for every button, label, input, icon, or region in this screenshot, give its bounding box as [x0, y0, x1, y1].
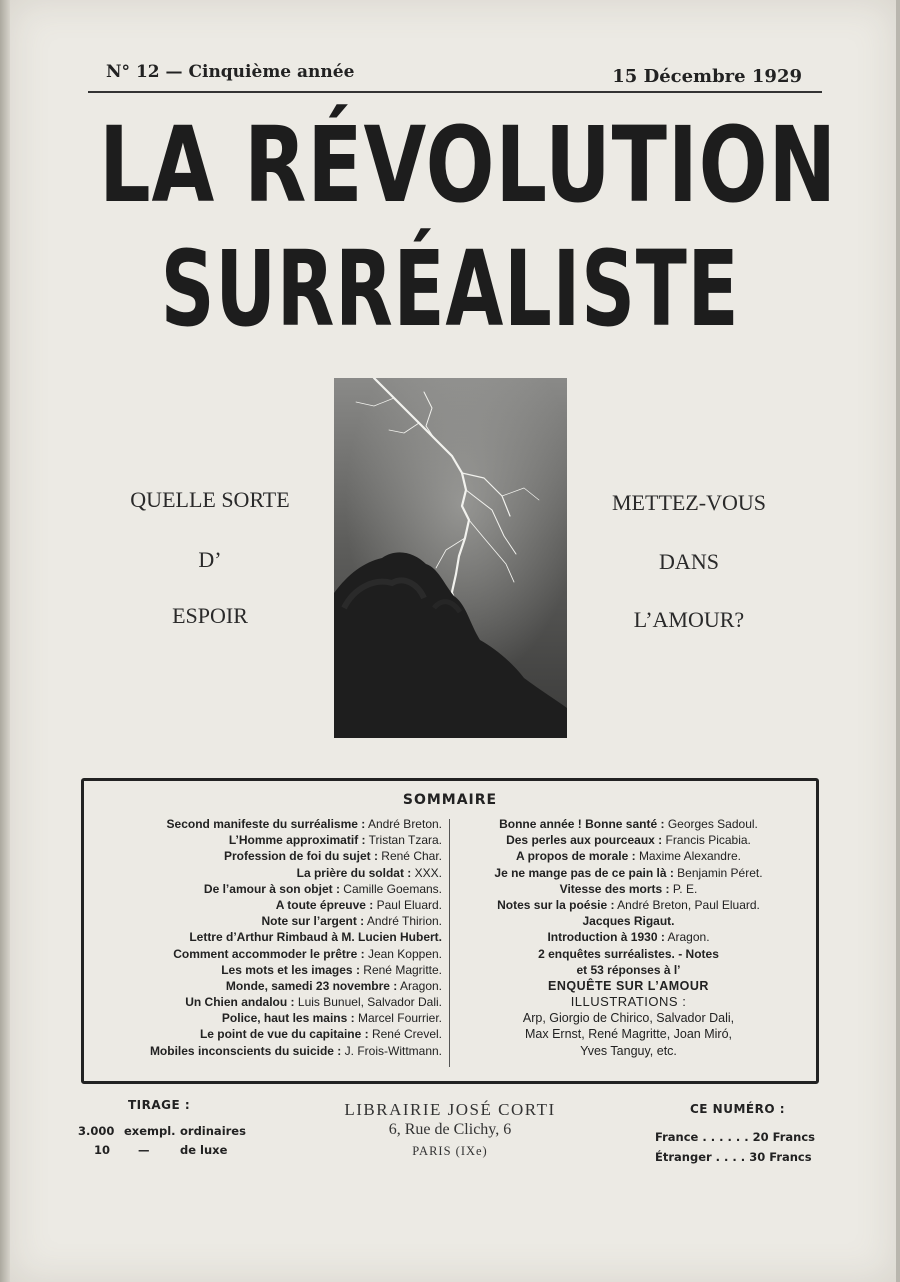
publisher-name: LIBRAIRIE JOSÉ CORTI [344, 1100, 556, 1119]
toc-entry: Comment accommoder le prêtre : Jean Koppen. [173, 946, 442, 961]
tirage-qty: 10 [94, 1143, 111, 1157]
toc-entry: La prière du soldat : XXX. [296, 865, 442, 880]
lightning-photo [334, 378, 567, 738]
cover-phrase-right-3: L’AMOUR? [633, 607, 745, 632]
toc-entry: 2 enquêtes surréalistes. - Notes [538, 946, 719, 961]
toc-entry: A propos de morale : Maxime Alexandre. [516, 849, 741, 864]
sommaire-left-column [84, 816, 442, 1059]
masthead-line-1: LA RÉVOLUTION [99, 104, 838, 226]
tirage-title: TIRAGE : [128, 1098, 191, 1112]
toc-entry: Je ne mange pas de ce pain là : Benjamin Péret. [494, 865, 763, 880]
lightning-photo-image [334, 378, 567, 738]
toc-entry: Introduction à 1930 : Aragon. [547, 930, 710, 945]
toc-entry: Notes sur la poésie : André Breton, Paul Eluard. [497, 897, 760, 912]
masthead-line-2: SURRÉALISTE [160, 228, 740, 350]
toc-entry: Police, haut les mains : Marcel Fourrier. [221, 1011, 442, 1026]
page-fold-shadow [0, 0, 10, 1282]
toc-entry: Des perles aux pourceaux : Francis Picabia. [506, 833, 751, 848]
toc-entry: Second manifeste du surréalisme : André Breton. [166, 817, 442, 831]
toc-entry: Lettre d’Arthur Rimbaud à M. Lucien Hubert. [189, 930, 442, 945]
toc-entry: A toute épreuve : Paul Eluard. [275, 897, 442, 912]
toc-entry: Bonne année ! Bonne santé : Georges Sadoul. [499, 817, 758, 831]
cover-phrase-right-2: DANS [659, 549, 719, 574]
sommaire-title: SOMMAIRE [402, 792, 498, 808]
price-france: France . . . . . . 20 Francs [655, 1130, 816, 1144]
header-rule [88, 91, 822, 93]
price-etranger: Étranger . . . . 30 Francs [655, 1150, 812, 1164]
price-title: CE NUMÉRO : [690, 1102, 786, 1116]
illustrations-line: Yves Tanguy, etc. [580, 1043, 677, 1058]
toc-entry: Note sur l’argent : André Thirion. [261, 914, 442, 929]
toc-entry: et 53 réponses à l’ [576, 962, 681, 977]
cover-phrase-left-3: ESPOIR [172, 603, 248, 628]
cover-phrase-left-2: D’ [198, 547, 222, 572]
toc-entry: Vitesse des morts : P. E. [559, 881, 698, 896]
sommaire-column-divider [449, 819, 450, 1067]
cover-phrase-left-1: QUELLE SORTE [130, 487, 290, 512]
tirage-unit: — [138, 1143, 150, 1157]
toc-entry: Un Chien andalou : Luis Bunuel, Salvador Dali. [185, 995, 442, 1010]
tirage-kind: de luxe [180, 1143, 228, 1157]
issue-number: N° 12 — Cinquième année [106, 62, 355, 82]
toc-entry: De l’amour à son objet : Camille Goemans. [203, 881, 442, 896]
toc-entry: L’Homme approximatif : Tristan Tzara. [228, 833, 442, 848]
illustrations-title: ILLUSTRATIONS : [570, 994, 687, 1010]
sommaire-right-column [456, 816, 801, 1059]
publisher-address: 6, Rue de Clichy, 6 [388, 1121, 512, 1138]
publisher-city: PARIS (IXe) [412, 1144, 488, 1158]
toc-entry: Les mots et les images : René Magritte. [221, 962, 442, 977]
toc-entry: ENQUÊTE SUR L’AMOUR [548, 978, 709, 993]
sommaire-box [81, 778, 819, 1084]
toc-entry: Profession de foi du sujet : René Char. [223, 849, 442, 864]
issue-date: 15 Décembre 1929 [612, 66, 802, 87]
tirage-qty: 3.000 [78, 1124, 115, 1138]
illustrations-line: Arp, Giorgio de Chirico, Salvador Dali, [522, 1011, 735, 1026]
tirage-unit: exempl. [124, 1124, 176, 1138]
toc-entry: Monde, samedi 23 novembre : Aragon. [225, 978, 442, 993]
cover-phrase-right-1: METTEZ-VOUS [612, 490, 766, 515]
tirage-kind: ordinaires [180, 1124, 246, 1138]
illustrations-line: Max Ernst, René Magritte, Joan Miró, [524, 1027, 733, 1042]
toc-entry: Mobiles inconscients du suicide : J. Frois-Wittmann. [149, 1043, 442, 1058]
toc-entry: Jacques Rigaut. [582, 914, 675, 929]
toc-entry: Le point de vue du capitaine : René Crevel. [199, 1027, 442, 1042]
